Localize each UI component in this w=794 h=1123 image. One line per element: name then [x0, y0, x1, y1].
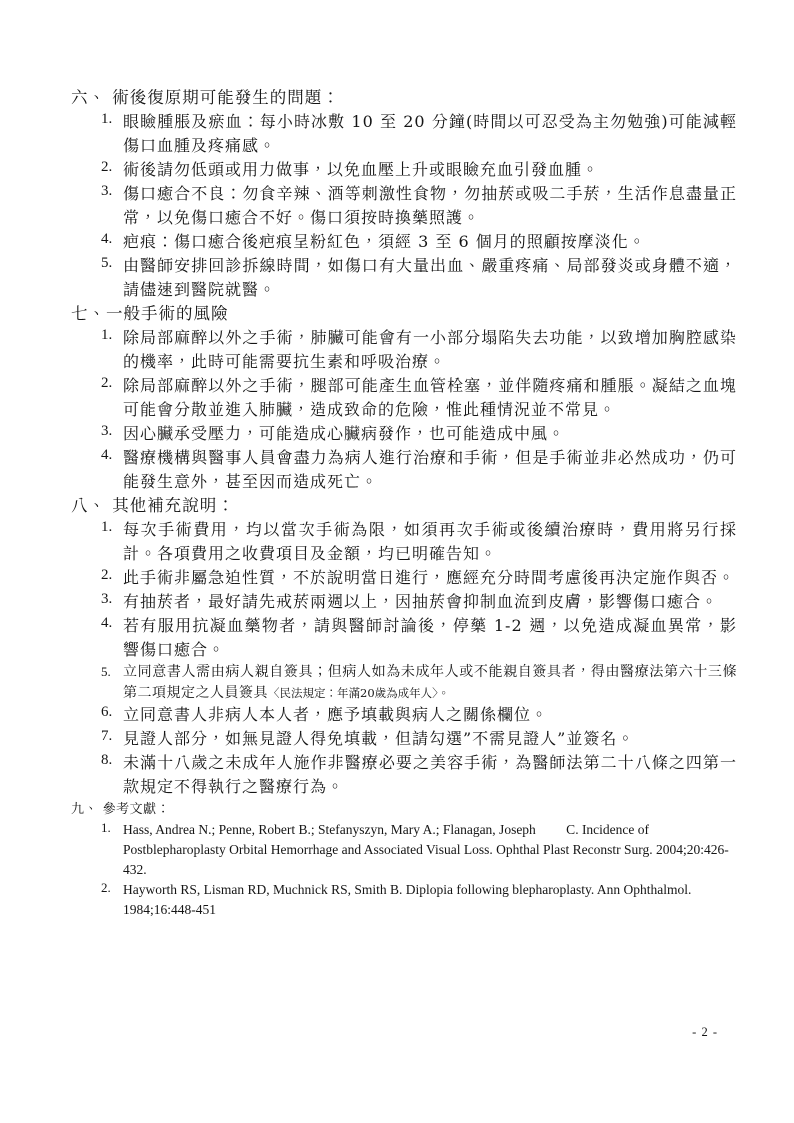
item-number: 4. [101, 231, 113, 247]
list-item [71, 614, 737, 662]
list-item [71, 446, 737, 494]
item-text: 有抽菸者，最好請先戒菸兩週以上，因抽菸會抑制血流到皮膚，影響傷口癒合。 [123, 592, 719, 611]
item-text: 醫療機構與醫事人員會盡力為病人進行治療和手術，但是手術並非必然成功，仍可能發生意外，甚至因而造成死亡。 [123, 448, 737, 491]
list-item [71, 703, 737, 727]
item-text: 見證人部分，如無見證人得免填載，但請勾選”不需見證人”並簽名。 [123, 729, 635, 748]
list-item [71, 230, 737, 254]
item-number: 3. [101, 423, 113, 439]
item-number: 2. [101, 880, 111, 895]
item-text: 立同意書人需由病人親自簽具；但病人如為未成年人或不能親自簽具者，得由醫療法第六十三條第二項規定之人員簽具 [123, 664, 737, 701]
item-number: 4. [101, 615, 113, 631]
item-text: 傷口癒合不良：勿食辛辣、酒等刺激性食物，勿抽菸或吸二手菸，生活作息盡量正常，以免傷口癒合不好。傷口須按時換藥照護。 [123, 184, 737, 227]
item-text: 未滿十八歲之未成年人施作非醫療必要之美容手術，為醫師法第二十八條之四第一款規定不得執行之醫療行為。 [123, 753, 737, 796]
item-text: 每次手術費用，均以當次手術為限，如須再次手術或後續治療時，費用將另行採計。各項費用之收費項目及金額，均已明確告知。 [123, 520, 737, 563]
document-body [71, 86, 737, 920]
item-text: 除局部麻醉以外之手術，肺臟可能會有一小部分塌陷失去功能，以致增加胸腔感染的機率，此時可能需要抗生素和呼吸治療。 [123, 328, 737, 371]
item-number: 4. [101, 447, 113, 463]
list-item [71, 326, 737, 374]
item-text: 若有服用抗凝血藥物者，請與醫師討論後，停藥 1-2 週，以免造成凝血異常，影響傷口癒合。 [123, 616, 737, 659]
list-item [71, 820, 737, 880]
list-item [71, 254, 737, 302]
section-heading: 九、 參考文獻： [71, 802, 171, 817]
section-heading: 六、 術後復原期可能發生的問題： [71, 88, 340, 107]
list-item [71, 727, 737, 751]
item-number: 5. [101, 664, 111, 679]
item-number: 5. [101, 255, 113, 271]
item-number: 8. [101, 752, 113, 768]
list-item [71, 566, 737, 590]
item-note: 〈民法規定：年滿20歲為成年人〉。 [268, 685, 450, 700]
item-text: 眼瞼腫脹及瘀血：每小時冰敷 10 至 20 分鐘(時間以可忍受為主勿勉強)可能減輕傷口血腫及疼痛感。 [123, 112, 737, 155]
item-number: 2. [101, 567, 113, 583]
list-item [71, 590, 737, 614]
section-heading: 八、 其他補充說明： [71, 496, 235, 515]
section-other-notes [71, 494, 737, 799]
item-text: 立同意書人非病人本人者，應予填載與病人之關係欄位。 [123, 705, 549, 724]
item-number: 3. [101, 591, 113, 607]
list-item [71, 662, 737, 703]
section-general-surgery-risks [71, 302, 737, 494]
list-item [71, 110, 737, 158]
item-number: 1. [101, 519, 113, 535]
reference-text: Hass, Andrea N.; Penne, Robert B.; Stefanyszyn, Mary A.; Flanagan, Joseph C. Incidence of Postblepharoplasty Orbital Hemorrhage and Associated Visual Loss. Ophthal Plast Reconstr Surg. 2004;20:426-432. [123, 822, 729, 877]
item-text: 由醫師安排回診拆線時間，如傷口有大量出血、嚴重疼痛、局部發炎或身體不適，請儘速到醫院就醫。 [123, 256, 737, 299]
item-number: 6. [101, 704, 113, 720]
item-text: 疤痕：傷口癒合後疤痕呈粉紅色，須經 3 至 6 個月的照顧按摩淡化。 [123, 232, 646, 251]
list-item [71, 422, 737, 446]
item-text: 除局部麻醉以外之手術，腿部可能產生血管栓塞，並伴隨疼痛和腫脹。凝結之血塊可能會分散並進入肺臟，造成致命的危險，惟此種情況並不常見。 [123, 376, 737, 419]
item-number: 7. [101, 728, 113, 744]
reference-text: Hayworth RS, Lisman RD, Muchnick RS, Smith B. Diplopia following blepharoplasty. Ann Ophthalmol. 1984;16:448-451 [123, 882, 692, 917]
item-number: 1. [101, 820, 111, 835]
item-text: 因心臟承受壓力，可能造成心臟病發作，也可能造成中風。 [123, 424, 566, 443]
list-item [71, 751, 737, 799]
footer-page-number: - 2 - [692, 1025, 718, 1039]
item-number: 1. [101, 111, 113, 127]
list-item [71, 374, 737, 422]
section-heading: 七、一般手術的風險 [71, 304, 229, 323]
item-text: 術後請勿低頭或用力做事，以免血壓上升或眼瞼充血引發血腫。 [123, 160, 600, 179]
item-text: 此手術非屬急迫性質，不於說明當日進行，應經充分時間考慮後再決定施作與否。 [123, 568, 736, 587]
section-references [71, 799, 737, 920]
item-text-group [123, 662, 737, 703]
list-item [71, 158, 737, 182]
list-item [71, 518, 737, 566]
item-number: 2. [101, 159, 113, 175]
item-number: 2. [101, 375, 113, 391]
section-post-op-recovery [71, 86, 737, 302]
item-number: 3. [101, 183, 113, 199]
list-item [71, 880, 737, 920]
item-number: 1. [101, 327, 113, 343]
list-item [71, 182, 737, 230]
